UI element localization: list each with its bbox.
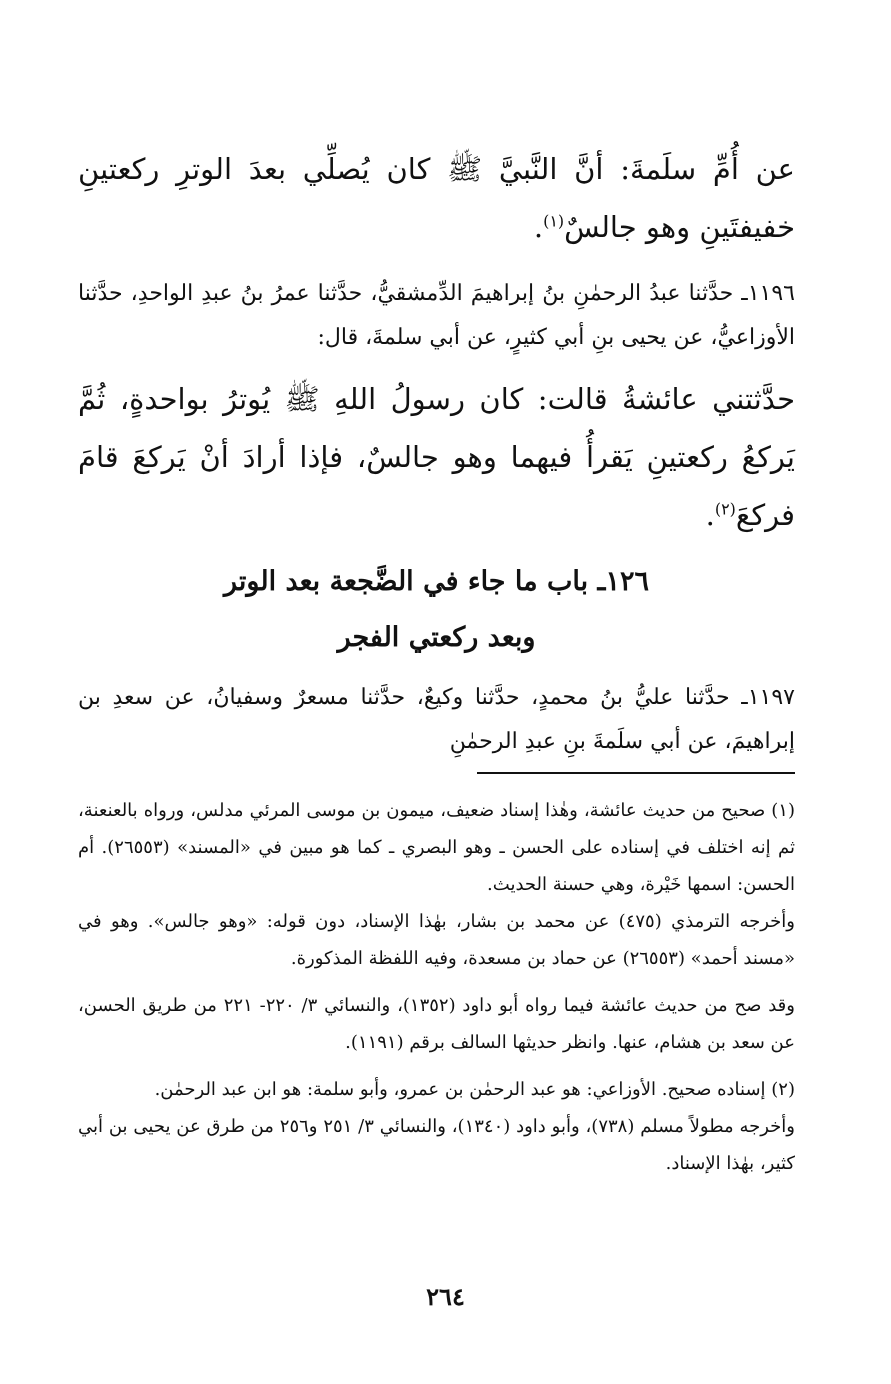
footnote-2-continued: وأخرجه مطولاً مسلم (٧٣٨)، وأبو داود (١٣٤٠)، والنسائي ٣/ ٢٥١ و٢٥٦ من طرق عن يحيى بن أبي كثير، بهٰذا الإسناد. xyxy=(78,1116,795,1174)
hadith-1196-chain: ١١٩٦ـ حدَّثنا عبدُ الرحمٰنِ بنُ إبراهيمَ الدِّمشقيُّ، حدَّثنا عمرُ بنُ عبدِ الواحدِ، حدَّثنا الأوزاعيُّ، عن يحيى بنِ أبي كثيرٍ، عن أبي سلمةَ، قال: xyxy=(78,281,795,350)
footnote-ref-2: (٢) xyxy=(714,499,736,519)
book-page xyxy=(78,140,795,1384)
hadith-text-1-end: . xyxy=(533,210,544,244)
hadith-text-2 xyxy=(78,370,795,544)
footnote-1: (١) صحيح من حديث عائشة، وهٰذا إسناد ضعيف، ميمون بن موسى المرئي مدلس، ورواه بالعنعنة، ثم إنه اختلف في إسناده على الحسن ـ وهو البصري ـ كما هو مبين في «المسند» (٢٦٥٥٣). أم الحسن: اسمها خَيْرة، وهي حسنة الحديث. xyxy=(78,800,795,895)
hadith-text-2-body: حدَّثتني عائشةُ قالت: كان رسولُ اللهِ ﷺ يُوترُ بواحدةٍ، ثُمَّ يَركعُ ركعتينِ يَقرأُ فيهما وهو جالسٌ، فإذا أرادَ أنْ يَركعَ قامَ فركعَ xyxy=(78,382,795,532)
hadith-text-2-end: . xyxy=(705,498,715,532)
footnote-ref-1: (١) xyxy=(543,211,565,231)
footnote-1-continued-2: وقد صح من حديث عائشة فيما رواه أبو داود (١٣٥٢)، والنسائي ٣/ ٢٢٠- ٢٢١ من طريق الحسن، عن سعد بن هشام، عنها. وانظر حديثها السالف برقم (١١٩١). xyxy=(78,995,795,1053)
page-number: ٢٦٤ xyxy=(426,1282,465,1311)
footnote-divider xyxy=(477,772,795,774)
hadith-text-1 xyxy=(78,140,795,256)
main-text xyxy=(78,140,795,764)
chapter-heading-line-2: وبعد ركعتي الفجر xyxy=(337,622,536,653)
chapter-heading xyxy=(78,554,795,666)
hadith-1197-chain: ١١٩٧ـ حدَّثنا عليُّ بنُ محمدٍ، حدَّثنا وكيعٌ، حدَّثنا مسعرٌ وسفيانُ، عن سعدِ بن إبراهيمَ، عن أبي سلَمةَ بنِ عبدِ الرحمٰنِ xyxy=(78,685,795,754)
footnotes xyxy=(78,792,795,1182)
footnote-2: (٢) إسناده صحيح. الأوزاعي: هو عبد الرحمٰن بن عمرو، وأبو سلمة: هو ابن عبد الرحمٰن. xyxy=(154,1079,795,1100)
chapter-heading-line-1: ١٢٦ـ باب ما جاء في الضَّجعة بعد الوتر xyxy=(224,566,649,597)
hadith-text-1-body: عن أُمِّ سلَمةَ: أنَّ النَّبيَّ ﷺ كان يُصلِّي بعدَ الوترِ ركعتينِ خفيفتَينِ وهو جالسٌ xyxy=(78,152,795,244)
footnote-1-continued: وأخرجه الترمذي (٤٧٥) عن محمد بن بشار، بهٰذا الإسناد، دون قوله: «وهو جالس». وهو في «مسند أحمد» (٢٦٥٥٣) عن حماد بن مسعدة، وفيه اللفظة المذكورة. xyxy=(78,911,796,969)
